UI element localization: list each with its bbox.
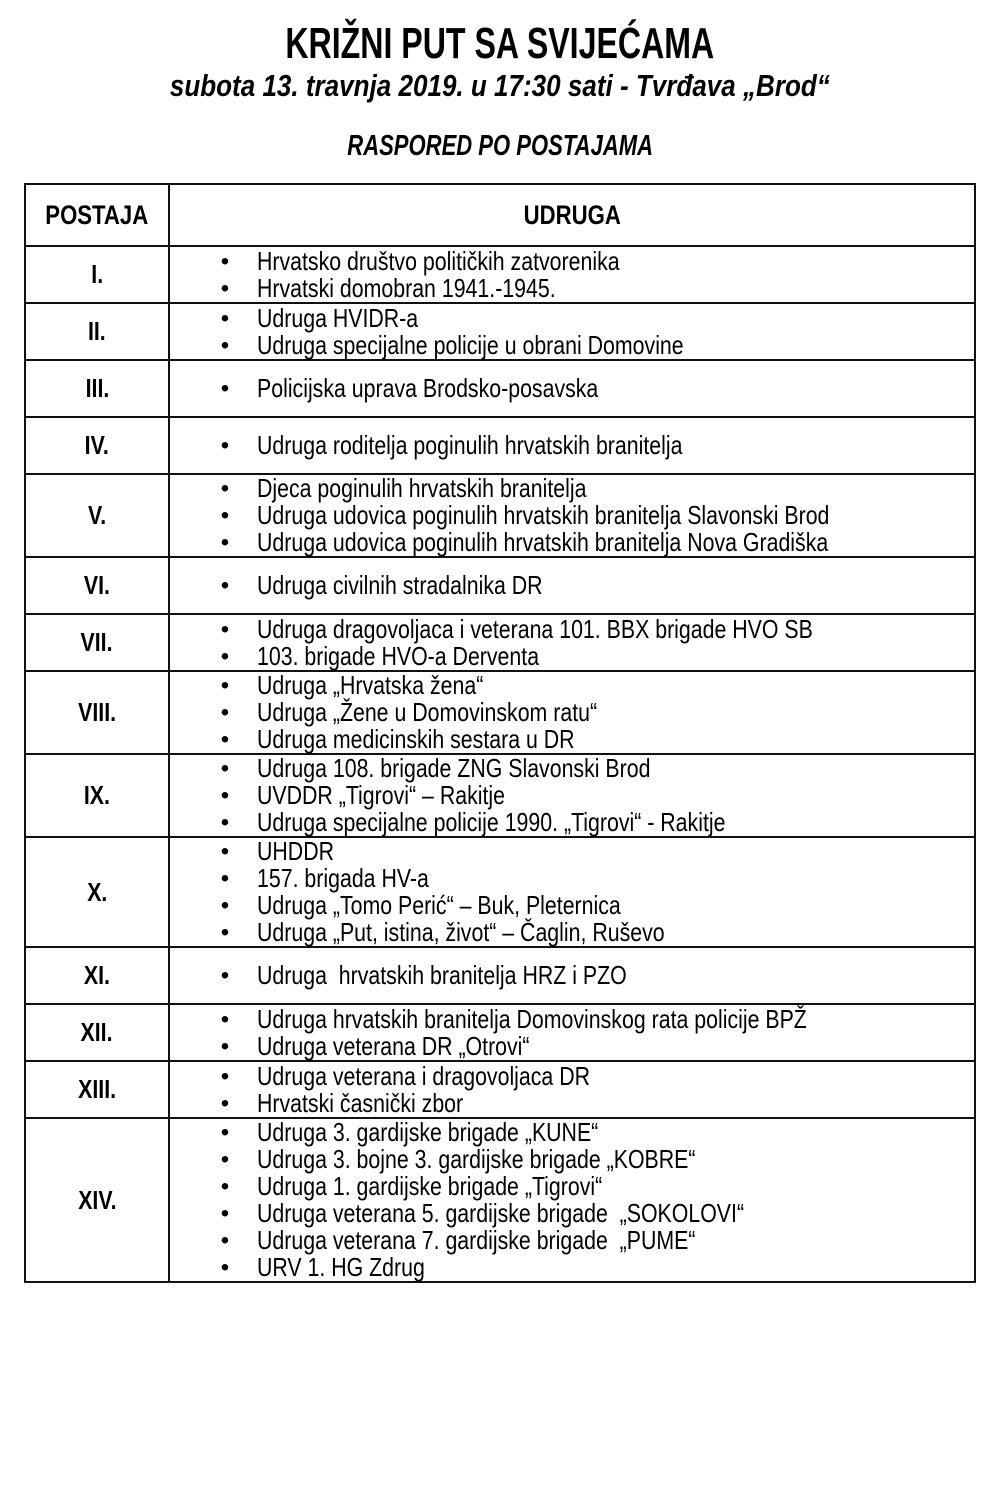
bullet-icon: • [220, 304, 230, 332]
association-list [170, 1119, 974, 1281]
station-number: X. [86, 876, 108, 907]
stations-table-body [25, 246, 975, 1282]
association-name: Udruga dragovoljaca i veterana 101. BBX brigade HVO SB [257, 613, 813, 644]
association-name: Udruga „Put, istina, život“ – Čaglin, Ruševo [257, 917, 665, 947]
bullet-icon: • [220, 274, 230, 302]
column-header-postaja [25, 184, 169, 246]
station-number: I. [91, 259, 103, 289]
station-number-cell [25, 303, 169, 360]
table-row [25, 671, 975, 754]
page-subtitle-text: subota 13. travnja 2019. u 17:30 sati - Tvrđava „Brod“ [170, 68, 830, 103]
bullet-icon: • [220, 1089, 230, 1117]
list-item [170, 432, 974, 459]
bullet-icon: • [220, 1005, 230, 1033]
association-list [170, 475, 974, 556]
list-item [170, 782, 974, 809]
list-item [170, 375, 974, 402]
station-number: VI. [83, 570, 111, 600]
list-item [170, 1254, 974, 1281]
associations-cell [169, 1061, 975, 1118]
section-heading-text: RASPORED PO POSTAJAMA [347, 130, 653, 162]
station-number-cell [25, 246, 169, 303]
association-name: Udruga veterana 5. gardijske brigade „SOKOLOVI“ [257, 1198, 745, 1228]
list-item [170, 962, 974, 989]
bullet-icon: • [220, 919, 230, 946]
station-number-cell [25, 614, 169, 671]
table-row [25, 1004, 975, 1061]
station-number: XIII. [78, 1074, 116, 1104]
list-item [170, 699, 974, 726]
page-title-text: KRIŽNI PUT SA SVIJEĆAMA [285, 19, 715, 68]
bullet-icon: • [220, 247, 230, 275]
association-name: Udruga medicinskih sestara u DR [257, 724, 575, 754]
bullet-icon: • [220, 572, 230, 599]
station-number: VII. [80, 627, 113, 657]
associations-cell [169, 246, 975, 303]
association-list [170, 302, 974, 360]
list-item [170, 1173, 974, 1200]
association-list [170, 432, 974, 459]
station-number-cell [25, 837, 169, 947]
table-row [25, 614, 975, 671]
association-name: Hrvatsko društvo političkih zatvorenika [257, 245, 620, 276]
association-name: Udruga hrvatskih branitelja HRZ i PZO [257, 960, 627, 990]
column-header-postaja-text: POSTAJA [45, 199, 149, 230]
list-item [170, 1060, 974, 1091]
association-name: Udruga specijalne policije u obrani Domovine [257, 329, 684, 360]
station-number: IX. [83, 780, 111, 810]
list-item [170, 272, 974, 303]
association-name: Udruga veterana DR „Otrovi“ [257, 1030, 530, 1061]
association-name: Djeca poginulih hrvatskih branitelja [257, 473, 587, 503]
station-number-cell [25, 754, 169, 837]
station-number: II. [88, 316, 106, 346]
table-row [25, 360, 975, 417]
list-item [170, 1030, 974, 1061]
list-item [170, 1200, 974, 1227]
associations-cell [169, 837, 975, 947]
bullet-icon: • [220, 432, 230, 459]
association-name: Udruga roditelja poginulih hrvatskih branitelja [257, 430, 683, 460]
associations-cell [169, 1118, 975, 1282]
page-subtitle [0, 68, 1000, 104]
bullet-icon: • [220, 962, 230, 989]
table-row [25, 947, 975, 1004]
bullet-icon: • [220, 642, 230, 670]
table-row [25, 1118, 975, 1282]
table-row [25, 754, 975, 837]
bullet-icon: • [220, 1062, 230, 1090]
list-item [170, 755, 974, 782]
table-row [25, 837, 975, 947]
association-name: Policijska uprava Brodsko-posavska [257, 373, 599, 403]
bullet-icon: • [220, 755, 230, 782]
station-number-cell [25, 474, 169, 557]
list-item [170, 572, 974, 599]
association-name: Hrvatski domobran 1941.-1945. [257, 272, 556, 303]
list-item [170, 613, 974, 644]
bullet-icon: • [220, 782, 230, 809]
list-item [170, 329, 974, 360]
associations-cell [169, 754, 975, 837]
bullet-icon: • [220, 529, 230, 556]
bullet-icon: • [220, 1119, 230, 1146]
bullet-icon: • [220, 1173, 230, 1200]
bullet-icon: • [220, 699, 230, 726]
station-number: XI. [83, 960, 111, 990]
bullet-icon: • [220, 1146, 230, 1173]
table-row [25, 417, 975, 474]
association-name: Udruga 108. brigade ZNG Slavonski Brod [257, 753, 651, 783]
association-name: Udruga specijalne policije 1990. „Tigrovi“ - Rakitje [257, 807, 726, 837]
bullet-icon: • [220, 615, 230, 643]
list-item [170, 865, 974, 892]
list-item [170, 529, 974, 556]
association-list [170, 572, 974, 599]
stations-table [24, 183, 976, 1283]
bullet-icon: • [220, 375, 230, 402]
association-name: Udruga udovica poginulih hrvatskih branitelja Nova Gradiška [257, 527, 829, 557]
association-list [170, 375, 974, 402]
list-item [170, 1146, 974, 1173]
association-name: Udruga 1. gardijske brigade „Tigrovi“ [257, 1171, 603, 1201]
association-name: Udruga 3. bojne 3. gardijske brigade „KOBRE“ [257, 1144, 696, 1174]
association-list [170, 245, 974, 303]
association-name: Udruga veterana i dragovoljaca DR [257, 1060, 591, 1091]
table-row [25, 557, 975, 614]
section-heading [0, 130, 1000, 162]
bullet-icon: • [220, 502, 230, 529]
table-row [25, 246, 975, 303]
list-item [170, 245, 974, 276]
bullet-icon: • [220, 1200, 230, 1227]
station-number-cell [25, 1004, 169, 1061]
stations-table-header [25, 184, 975, 246]
associations-cell [169, 671, 975, 754]
bullet-icon: • [220, 809, 230, 836]
station-number: VIII. [78, 697, 116, 727]
bullet-icon: • [220, 892, 230, 919]
bullet-icon: • [220, 331, 230, 359]
table-header-row [25, 184, 975, 246]
list-item [170, 1003, 974, 1034]
bullet-icon: • [220, 475, 230, 502]
list-item [170, 809, 974, 836]
table-row [25, 474, 975, 557]
list-item [170, 919, 974, 946]
column-header-udruga-text: UDRUGA [523, 199, 621, 230]
station-number-cell [25, 671, 169, 754]
associations-cell [169, 303, 975, 360]
page-title [0, 20, 1000, 68]
associations-cell [169, 1004, 975, 1061]
association-name: UVDDR „Tigrovi“ – Rakitje [257, 780, 505, 810]
station-number-cell [25, 1118, 169, 1282]
association-name: Udruga 3. gardijske brigade „KUNE“ [257, 1117, 599, 1147]
station-number: III. [85, 373, 109, 403]
associations-cell [169, 417, 975, 474]
association-name: Udruga „Hrvatska žena“ [257, 670, 484, 700]
association-list [170, 613, 974, 671]
association-name: Udruga „Tomo Perić“ – Buk, Pleternica [257, 890, 621, 920]
association-list [170, 838, 974, 946]
association-list [170, 672, 974, 753]
list-item [170, 1087, 974, 1118]
association-list [170, 755, 974, 836]
association-name: Udruga veterana 7. gardijske brigade „PUME“ [257, 1225, 696, 1255]
associations-cell [169, 474, 975, 557]
association-name: 157. brigada HV-a [257, 863, 429, 893]
list-item [170, 1227, 974, 1254]
association-list [170, 962, 974, 989]
station-number: XII. [80, 1017, 113, 1047]
list-item [170, 1119, 974, 1146]
station-number-cell [25, 417, 169, 474]
list-item [170, 726, 974, 753]
station-number: XIV. [77, 1184, 117, 1215]
association-name: Udruga „Žene u Domovinskom ratu“ [257, 697, 598, 727]
association-name: 103. brigade HVO-a Derventa [257, 640, 540, 671]
list-item [170, 502, 974, 529]
station-number-cell [25, 947, 169, 1004]
bullet-icon: • [220, 865, 230, 892]
bullet-icon: • [220, 1032, 230, 1060]
bullet-icon: • [220, 672, 230, 699]
bullet-icon: • [220, 726, 230, 753]
association-list [170, 1003, 974, 1061]
association-name: Udruga civilnih stradalnika DR [257, 570, 543, 600]
table-row [25, 303, 975, 360]
association-name: Udruga udovica poginulih hrvatskih branitelja Slavonski Brod [257, 500, 830, 530]
association-name: UHDDR [257, 836, 334, 866]
bullet-icon: • [220, 838, 230, 865]
station-number: IV. [84, 430, 110, 460]
list-item [170, 892, 974, 919]
associations-cell [169, 360, 975, 417]
table-row [25, 1061, 975, 1118]
associations-cell [169, 947, 975, 1004]
association-name: Hrvatski časnički zbor [257, 1087, 464, 1118]
list-item [170, 672, 974, 699]
station-number: V. [87, 500, 107, 530]
association-name: URV 1. HG Zdrug [257, 1252, 425, 1282]
association-name: Udruga HVIDR-a [257, 302, 419, 333]
associations-cell [169, 614, 975, 671]
association-list [170, 1060, 974, 1118]
station-number-cell [25, 360, 169, 417]
list-item [170, 838, 974, 865]
list-item [170, 475, 974, 502]
station-number-cell [25, 557, 169, 614]
associations-cell [169, 557, 975, 614]
list-item [170, 302, 974, 333]
association-name: Udruga hrvatskih branitelja Domovinskog rata policije BPŽ [257, 1003, 807, 1034]
list-item [170, 640, 974, 671]
bullet-icon: • [220, 1254, 230, 1281]
bullet-icon: • [220, 1227, 230, 1254]
column-header-udruga [169, 184, 975, 246]
station-number-cell [25, 1061, 169, 1118]
